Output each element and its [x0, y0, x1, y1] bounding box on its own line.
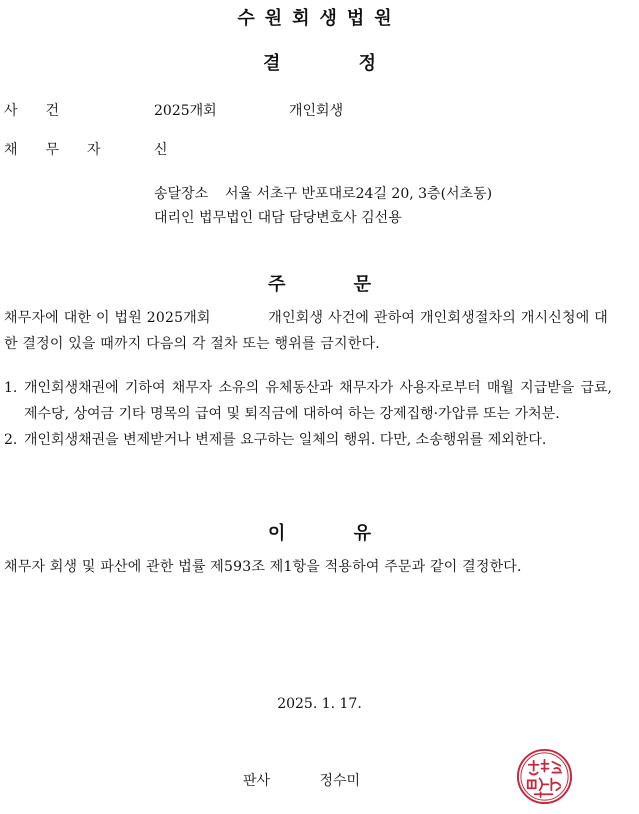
debtor-name: 신 — [154, 142, 168, 158]
address-line — [154, 184, 492, 204]
debtor-label: 채무자 — [4, 142, 129, 158]
document-type: 결 정 — [262, 53, 377, 74]
agent-line — [154, 208, 402, 228]
case-number: 2025개회 — [154, 103, 217, 119]
order-item-number: 2. — [4, 432, 18, 448]
case-label: 사건 — [4, 103, 88, 119]
case-type: 개인회생 — [289, 103, 344, 119]
order-heading: 주 문 — [267, 274, 372, 295]
order-item-number: 1. — [4, 380, 18, 396]
case-row — [4, 101, 154, 121]
order-item — [4, 375, 612, 427]
address-label: 송달장소 — [154, 186, 209, 202]
decision-date: 2025. 1. 17. — [277, 696, 362, 712]
order-item-text: 개인회생채권에 기하여 채무자 소유의 유체동산과 채무자가 사용자로부터 매월 지급받을 급료, 제수당, 상여금 기타 명목의 급여 및 퇴직금에 대하여 하는 강제집행·가압류 또는 가처분. — [24, 380, 612, 422]
agent-label: 대리인 — [154, 210, 195, 226]
judge-title: 판사 — [243, 773, 271, 789]
order-list — [4, 375, 612, 453]
order-item-text: 개인회생채권을 변제받거나 변제를 요구하는 일체의 행위. 다만, 소송행위를 제외한다. — [24, 432, 547, 448]
address-value: 서울 서초구 반포대로24길 20, 3층(서초동) — [225, 186, 493, 202]
reason-heading: 이 유 — [267, 523, 372, 544]
court-name: 수원회생법원 — [237, 8, 402, 29]
reason-text: 채무자 회생 및 파산에 관한 법률 제593조 제1항을 적용하여 주문과 같이 결정한다. — [4, 559, 522, 575]
court-seal-icon — [515, 747, 574, 806]
judge-name: 정수미 — [319, 773, 361, 789]
agent-value: 법무법인 대담 담당변호사 김선용 — [199, 210, 402, 226]
order-intro: 채무자에 대한 이 법원 2025개회 개인회생 사건에 관하여 개인회생절차의 개시신청에 대한 결정이 있을 때까지 다음의 각 절차 또는 행위를 금지한다. — [4, 310, 608, 352]
judge-signature — [243, 770, 360, 790]
order-item — [4, 427, 612, 453]
